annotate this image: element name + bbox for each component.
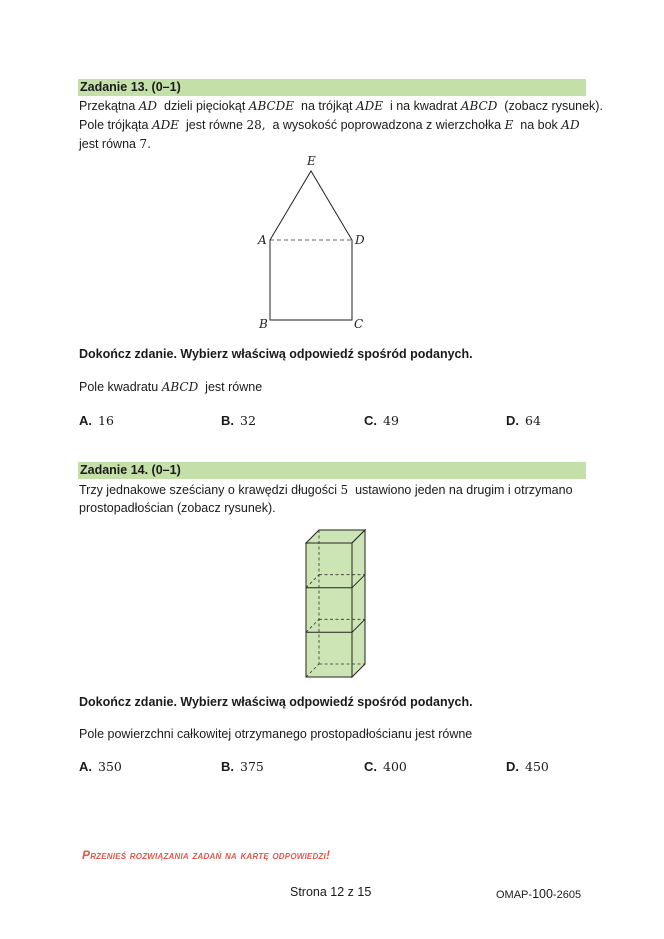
task13-header: Zadanie 13. (0–1) xyxy=(78,79,586,96)
transfer-answers-warning: Przenieś rozwiązania zadań na kartę odpowiedzi! xyxy=(82,848,331,862)
page-number: Strona 12 z 15 xyxy=(290,885,372,899)
pentagon-figure xyxy=(250,150,380,335)
exam-code: OMAP-100-2605 xyxy=(496,887,582,901)
task14-answer-c[interactable]: C. 400 xyxy=(364,759,407,774)
task13-line3: jest równa 7. xyxy=(79,137,151,151)
vertex-label-c: C xyxy=(354,317,364,331)
vertex-label-a: A xyxy=(258,233,267,247)
task13-answer-c[interactable]: C. 49 xyxy=(364,413,399,428)
pentagon-outline xyxy=(270,171,352,320)
cuboid-right-face xyxy=(352,530,365,677)
task14-answer-d[interactable]: D. 450 xyxy=(506,759,549,774)
vertex-label-d: D xyxy=(355,233,365,247)
task13-answer-d[interactable]: D. 64 xyxy=(506,413,541,428)
stacked-cubes-figure xyxy=(300,522,372,682)
task14-line2: prostopadłościan (zobacz rysunek). xyxy=(79,501,276,515)
task14-stem: Pole powierzchni całkowitej otrzymanego prostopadłościanu jest równe xyxy=(79,727,473,741)
task14-instruction: Dokończ zdanie. Wybierz właściwą odpowiedź spośród podanych. xyxy=(79,695,473,709)
task14-answer-b[interactable]: B. 375 xyxy=(221,759,264,774)
task13-answer-b[interactable]: B. 32 xyxy=(221,413,256,428)
task13-line1: Przekątna AD dzieli pięciokąt ABCDE na trójkąt ADE i na kwadrat ABCD (zobacz rysunek). xyxy=(79,99,603,113)
task14-line1: Trzy jednakowe sześciany o krawędzi długości 5 ustawiono jeden na drugim i otrzymano xyxy=(79,483,573,497)
task13-answer-a[interactable]: A. 16 xyxy=(79,413,114,428)
task13-stem: Pole kwadratu ABCD jest równe xyxy=(79,380,263,394)
task14-header: Zadanie 14. (0–1) xyxy=(78,462,586,479)
cuboid-front-face xyxy=(306,543,352,677)
task13-line2: Pole trójkąta ADE jest równe 28, a wysokość poprowadzona z wierzchołka E na bok AD xyxy=(79,118,580,132)
vertex-label-b: B xyxy=(259,317,268,331)
vertex-label-e: E xyxy=(307,154,316,168)
task13-instruction: Dokończ zdanie. Wybierz właściwą odpowiedź spośród podanych. xyxy=(79,347,473,361)
task14-answer-a[interactable]: A. 350 xyxy=(79,759,122,774)
